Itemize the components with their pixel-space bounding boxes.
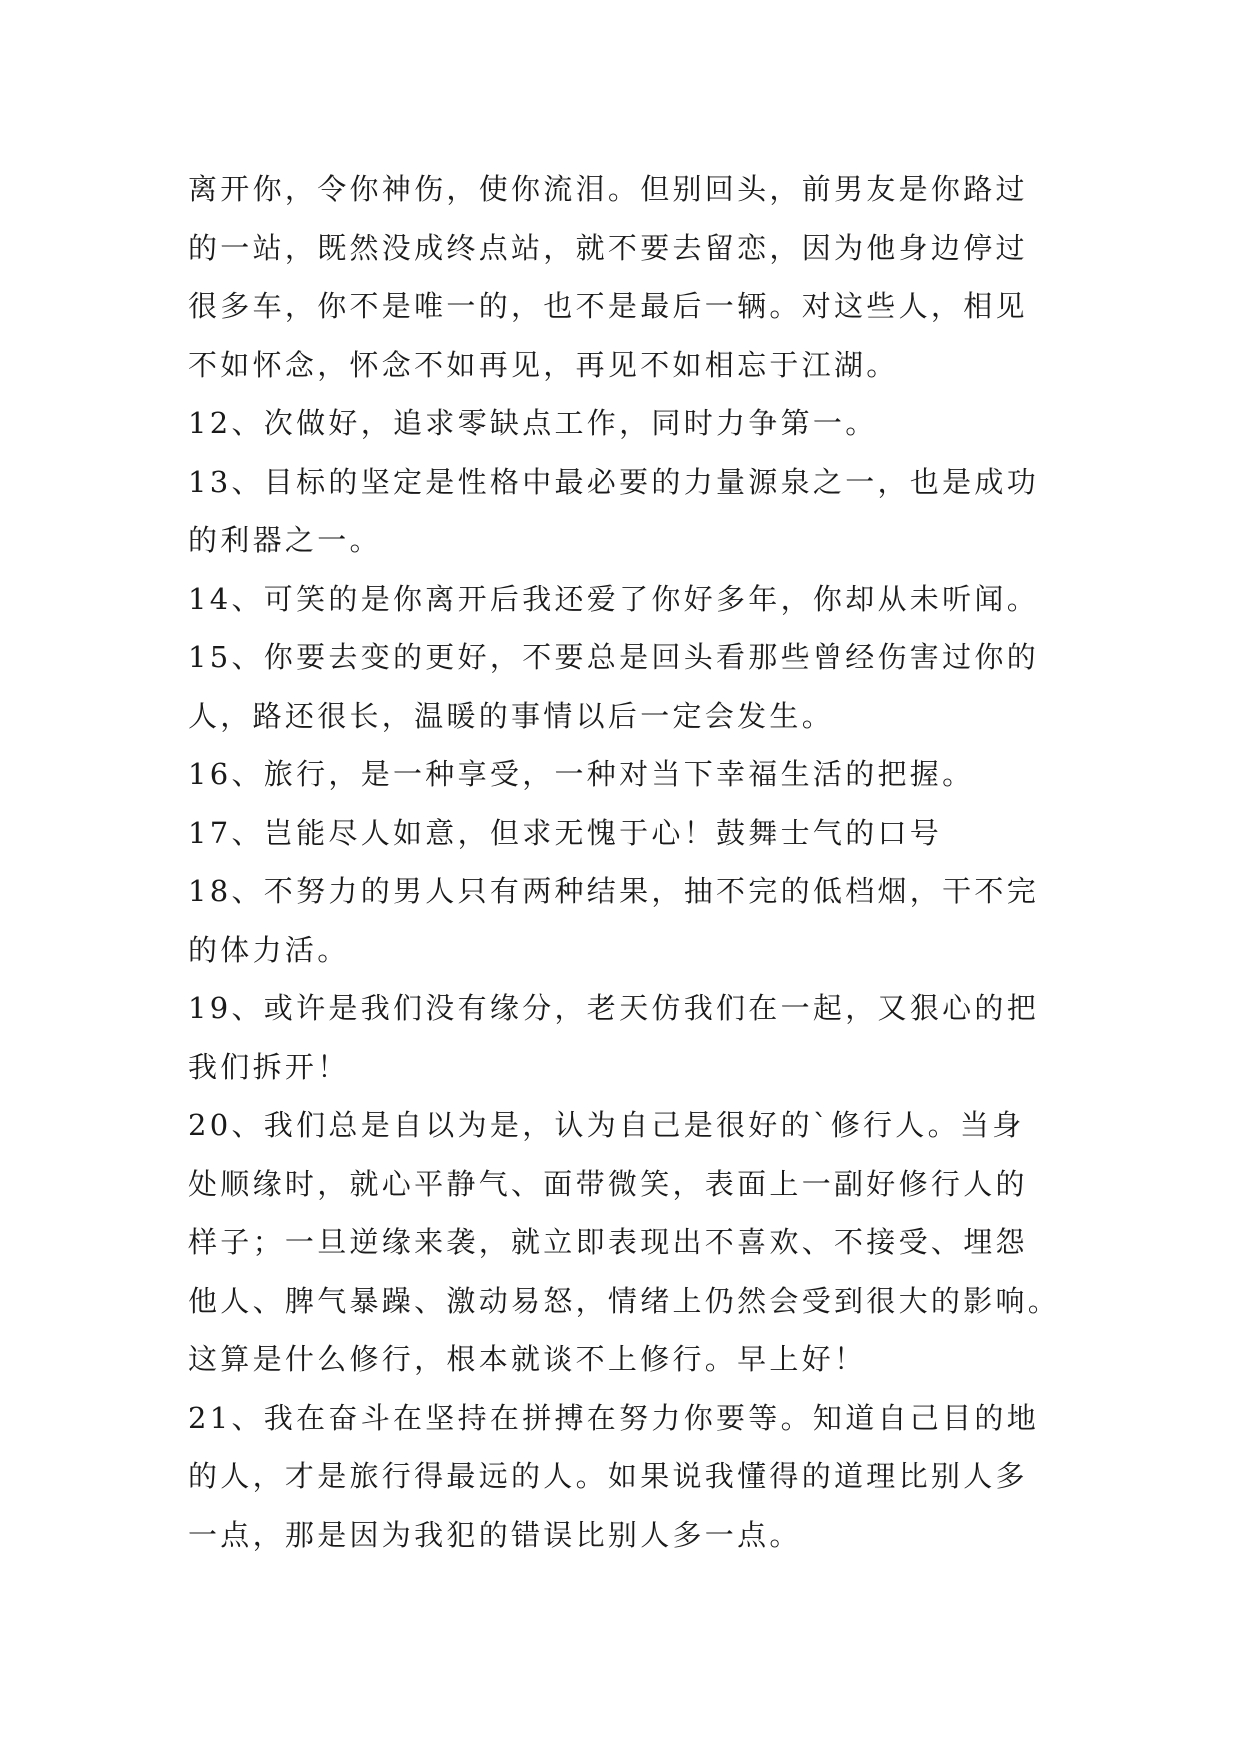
text-line: 一点，那是因为我犯的错误比别人多一点。 [188, 1517, 802, 1552]
text-line: 他人、脾气暴躁、激动易怒，情绪上仍然会受到很大的影响。 [188, 1283, 1061, 1318]
document-body [188, 160, 1068, 1564]
text-line: 离开你，令你神伤，使你流泪。但别回头，前男友是你路过 [188, 172, 1028, 206]
text-line: 16、旅行，是一种享受，一种对当下幸福生活的把握。 [188, 757, 975, 791]
text-line: 人，路还很长，温暖的事情以后一定会发生。 [188, 698, 835, 733]
text-line: 的体力活。 [188, 932, 350, 967]
text-line: 15、你要去变的更好，不要总是回头看那些曾经伤害过你的 [188, 640, 1040, 674]
text-line: 14、可笑的是你离开后我还爱了你好多年，你却从未听闻。 [188, 581, 1040, 616]
text-line: 17、岂能尽人如意，但求无愧于心！鼓舞士气的口号 [188, 815, 943, 850]
text-line: 的一站，既然没成终点站，就不要去留恋，因为他身边停过 [188, 230, 1028, 265]
text-line: 处顺缘时，就心平静气、面带微笑，表面上一副好修行人的 [188, 1166, 1028, 1201]
text-line: 的利器之一。 [188, 523, 382, 557]
text-line: 13、目标的坚定是性格中最必要的力量源泉之一，也是成功 [188, 464, 1040, 499]
text-line: 20、我们总是自以为是，认为自己是很好的`修行人。当身 [188, 1108, 1025, 1142]
text-line: 样子；一旦逆缘来袭，就立即表现出不喜欢、不接受、埋怨 [188, 1225, 1028, 1259]
text-line: 很多车，你不是唯一的，也不是最后一辆。对这些人，相见 [188, 289, 1028, 323]
text-line: 这算是什么修行，根本就谈不上修行。早上好！ [188, 1342, 867, 1376]
text-line: 21、我在奋斗在坚持在拼搏在努力你要等。知道自己目的地 [188, 1400, 1040, 1435]
text-line: 的人，才是旅行得最远的人。如果说我懂得的道理比别人多 [188, 1459, 1028, 1493]
text-line: 不如怀念，怀念不如再见，再见不如相忘于江湖。 [188, 347, 899, 382]
text-line: 12、次做好，追求零缺点工作，同时力争第一。 [188, 406, 878, 440]
text-line: 19、或许是我们没有缘分，老天仿我们在一起，又狠心的把 [188, 991, 1040, 1025]
text-line: 我们拆开！ [188, 1049, 350, 1084]
text-line: 18、不努力的男人只有两种结果，抽不完的低档烟，干不完 [188, 874, 1040, 908]
